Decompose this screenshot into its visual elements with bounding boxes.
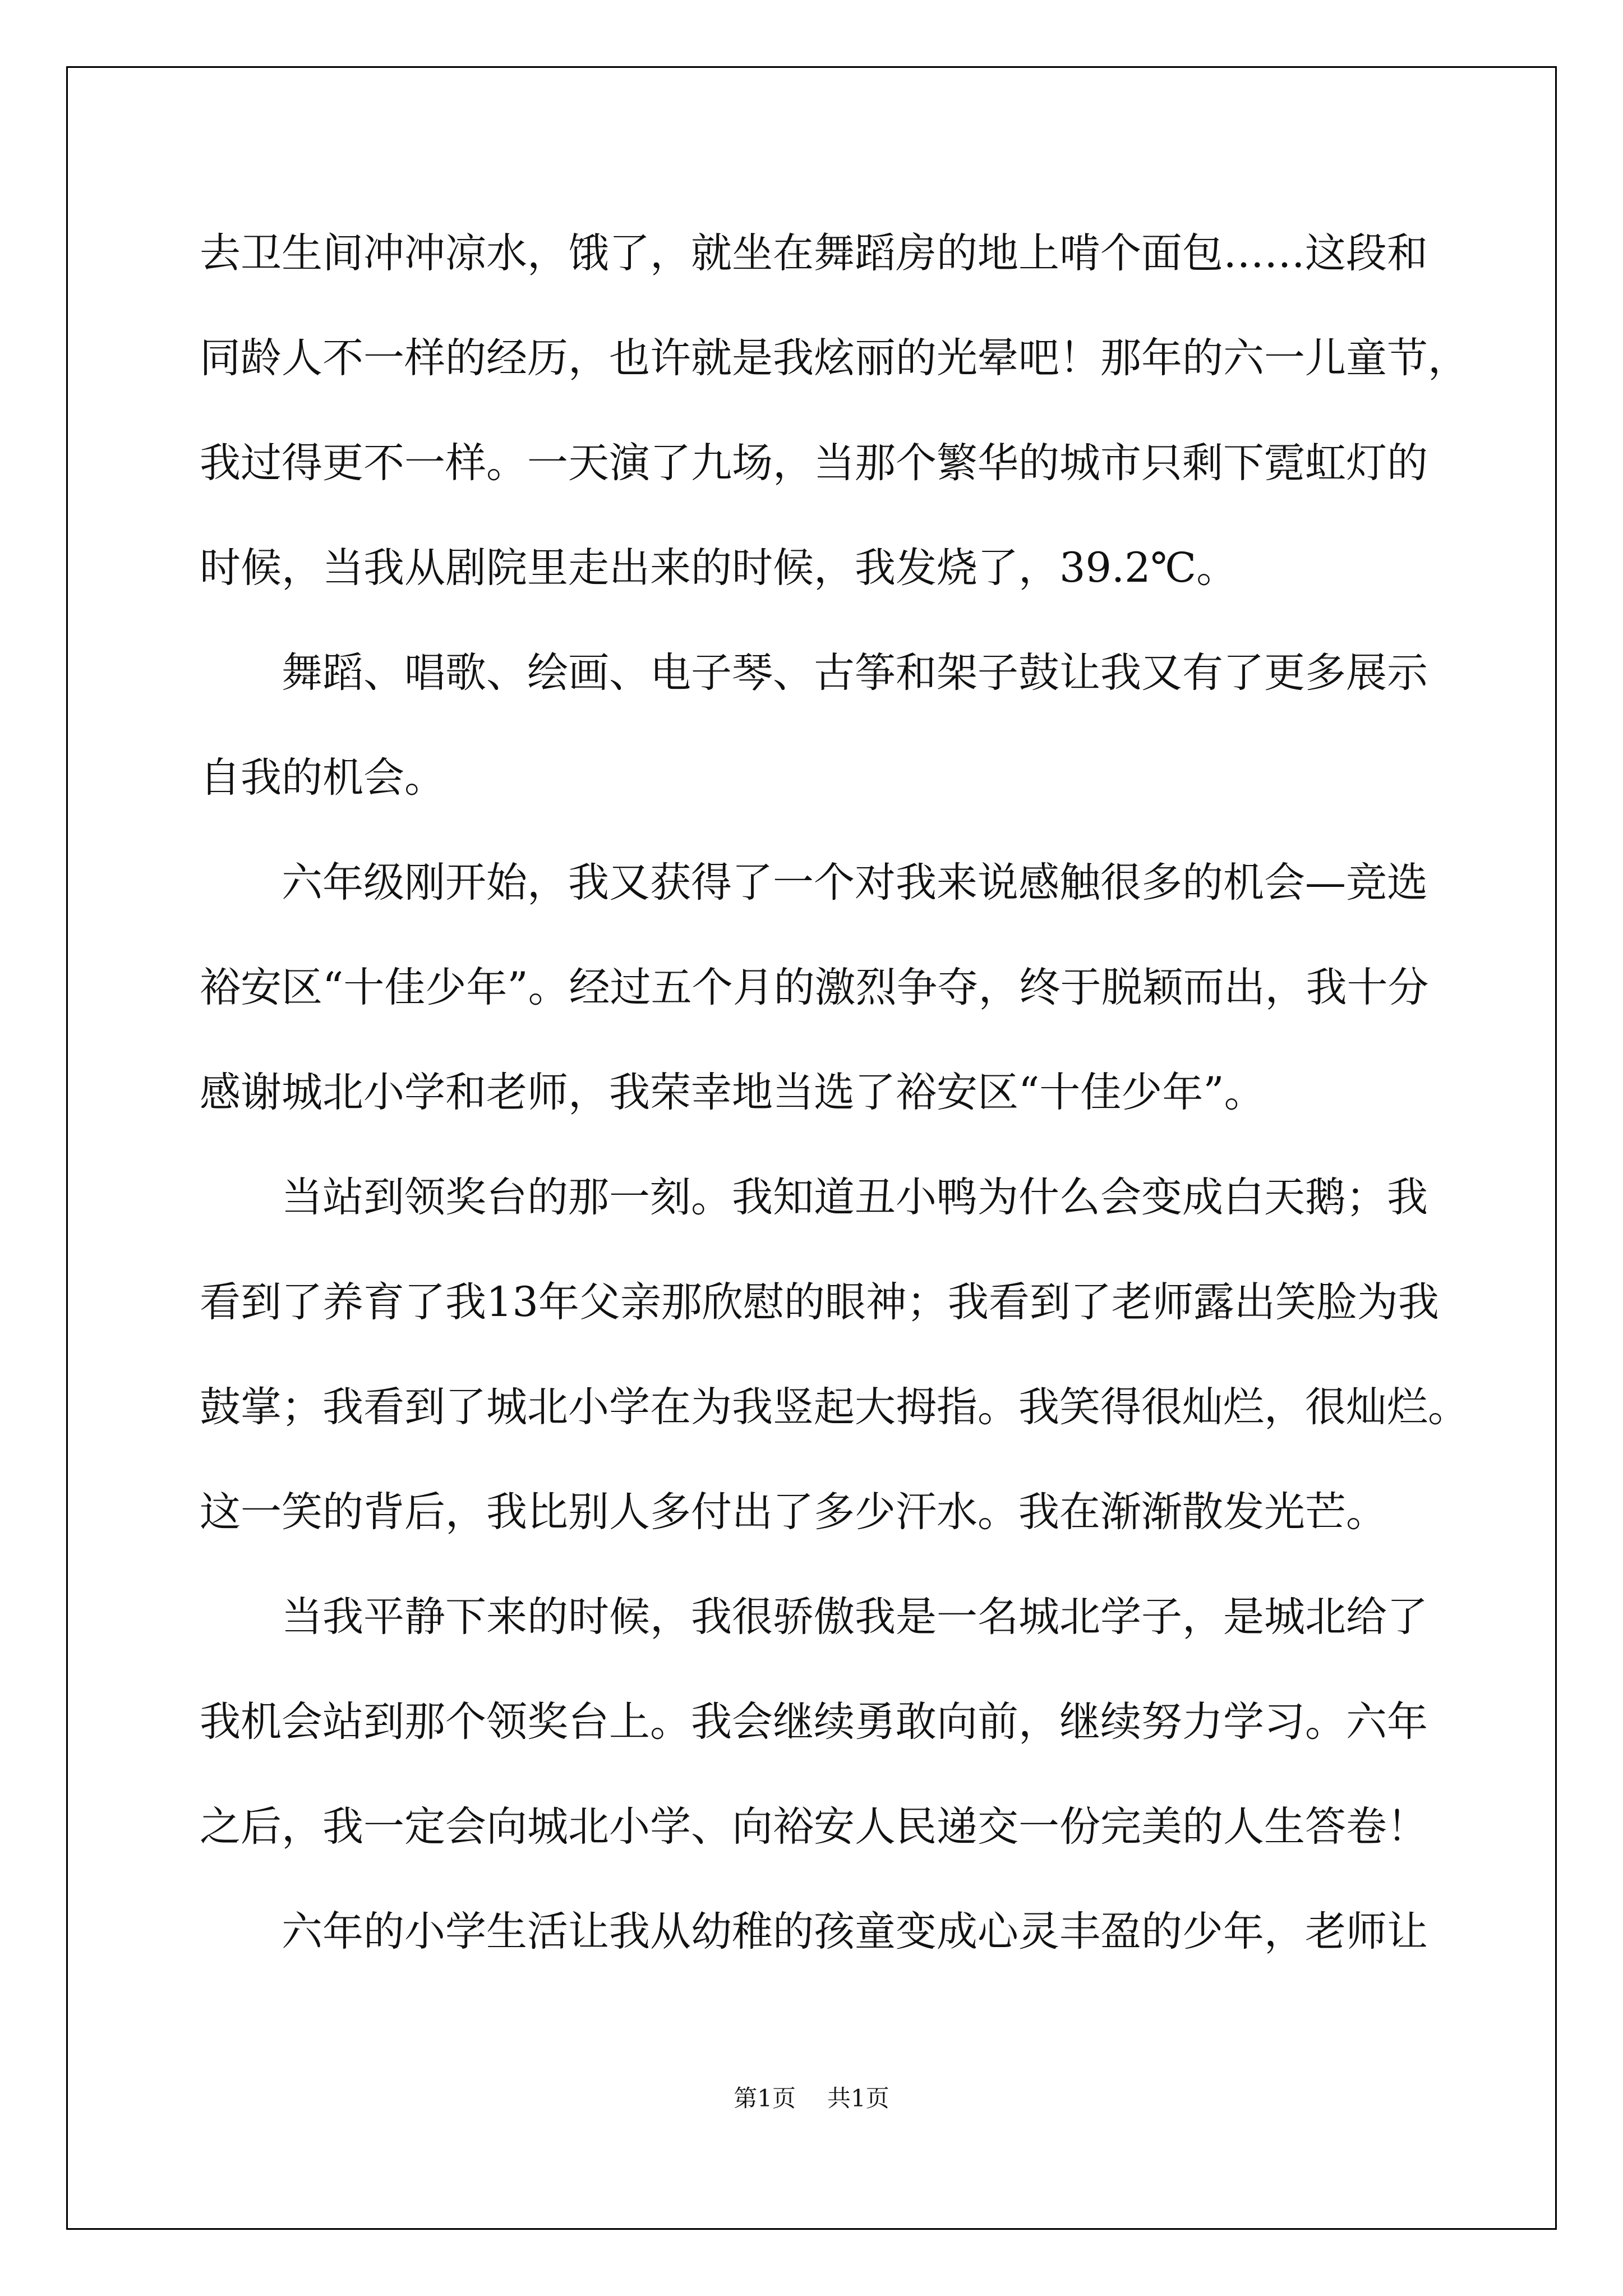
text-line: 鼓掌；我看到了城北小学在为我竖起大拇指。我笑得很灿烂，很灿烂。 (200, 1383, 1469, 1431)
text-line: 之后，我一定会向城北小学、向裕安人民递交一份完美的人生答卷！ (200, 1803, 1428, 1851)
text-line: 自我的机会。 (200, 754, 445, 802)
text-line: 裕安区“十佳少年”。经过五个月的激烈争夺，终于脱颖而出，我十分 (200, 964, 1429, 1011)
text-line: 感谢城北小学和老师，我荣幸地当选了裕安区“十佳少年”。 (200, 1069, 1265, 1116)
text-line: 我机会站到那个领奖台上。我会继续勇敢向前，继续努力学习。六年 (200, 1698, 1428, 1746)
page-footer (0, 2080, 1623, 2114)
paragraph-first-line: 当我平静下来的时候，我很骄傲我是一名城北学子，是城北给了 (282, 1593, 1428, 1641)
paragraph-first-line: 六年的小学生活让我从幼稚的孩童变成心灵丰盈的少年，老师让 (282, 1908, 1428, 1955)
text-line: 时候，当我从剧院里走出来的时候，我发烧了，39.2℃。 (200, 544, 1238, 592)
text-line: 去卫生间冲冲凉水，饿了，就坐在舞蹈房的地上啃个面包……这段和 (200, 229, 1428, 277)
paragraph-first-line: 六年级刚开始，我又获得了一个对我来说感触很多的机会—竞选 (282, 859, 1428, 907)
paragraph-first-line: 舞蹈、唱歌、绘画、电子琴、古筝和架子鼓让我又有了更多展示 (282, 649, 1428, 697)
text-line: 看到了养育了我13年父亲那欣慰的眼神；我看到了老师露出笑脸为我 (200, 1278, 1439, 1326)
page-number: 第1页 (734, 2085, 796, 2112)
text-line: 我过得更不一样。一天演了九场，当那个繁华的城市只剩下霓虹灯的 (200, 439, 1428, 487)
page-total: 共1页 (827, 2085, 889, 2112)
paragraph-first-line: 当站到领奖台的那一刻。我知道丑小鸭为什么会变成白天鹅；我 (282, 1174, 1428, 1221)
text-line: 这一笑的背后，我比别人多付出了多少汗水。我在渐渐散发光芒。 (200, 1488, 1387, 1536)
text-line: 同龄人不一样的经历，也许就是我炫丽的光晕吧！那年的六一儿童节， (200, 334, 1469, 382)
